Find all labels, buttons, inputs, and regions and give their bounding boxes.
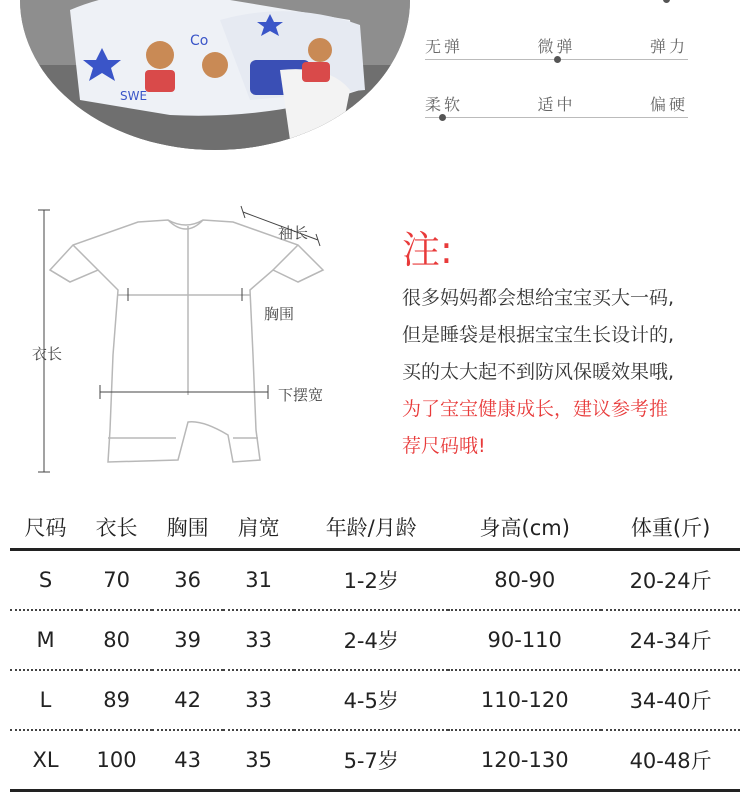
col-size: 尺码 bbox=[24, 515, 67, 540]
cell-size: M bbox=[36, 628, 55, 652]
cell-length: 89 bbox=[103, 688, 130, 712]
col-shoulder: 肩宽 bbox=[237, 515, 280, 540]
cell-size: XL bbox=[32, 748, 59, 772]
cell-shoulder: 33 bbox=[245, 628, 273, 652]
note-title: 注: bbox=[402, 228, 453, 272]
softness-scale bbox=[425, 92, 688, 122]
sizing-note bbox=[402, 228, 722, 465]
cell-shoulder: 33 bbox=[245, 688, 273, 712]
cell-chest: 36 bbox=[174, 568, 201, 592]
note-line: 很多妈妈都会想给宝宝买大一码, bbox=[402, 287, 675, 309]
sleepsack-outline bbox=[28, 200, 378, 490]
cell-weight: 20-24斤 bbox=[629, 569, 712, 593]
cell-height: 120-130 bbox=[480, 748, 569, 772]
hem-width-label: 下摆宽 bbox=[278, 386, 324, 404]
scale-label: 偏硬 bbox=[649, 95, 688, 114]
cell-height: 110-120 bbox=[480, 688, 569, 712]
elasticity-scale bbox=[425, 34, 688, 64]
scale-label: 无弹 bbox=[425, 37, 464, 56]
scale-label: 弹力 bbox=[649, 37, 688, 56]
table-row bbox=[10, 610, 740, 670]
cell-chest: 43 bbox=[174, 748, 201, 772]
cell-weight: 34-40斤 bbox=[629, 689, 712, 713]
cell-shoulder: 35 bbox=[245, 748, 273, 772]
note-line-highlight: 为了宝宝健康成长，建议参考推 bbox=[402, 398, 669, 420]
svg-text:Co: Co bbox=[190, 33, 209, 49]
scale-label: 柔软 bbox=[425, 95, 464, 114]
table-row bbox=[10, 670, 740, 730]
cell-age: 2-4岁 bbox=[343, 629, 399, 653]
col-weight: 体重(斤) bbox=[630, 515, 711, 540]
col-height: 身高(cm) bbox=[479, 515, 570, 540]
length-label: 衣长 bbox=[32, 345, 63, 363]
note-line: 买的太大起不到防风保暖效果哦, bbox=[402, 361, 675, 383]
table-row bbox=[10, 730, 740, 791]
garment-diagram bbox=[28, 200, 378, 490]
svg-text:SWE: SWE bbox=[120, 89, 148, 103]
col-age: 年龄/月龄 bbox=[325, 515, 417, 540]
cell-weight: 40-48斤 bbox=[629, 749, 712, 773]
scale-selected-dot bbox=[439, 114, 446, 121]
note-line: 但是睡袋是根据宝宝生长设计的, bbox=[402, 324, 675, 346]
scale-dot-elasticity-top bbox=[663, 0, 670, 3]
note-line-highlight: 荐尺码哦! bbox=[402, 435, 486, 457]
cell-length: 70 bbox=[103, 568, 130, 592]
cell-size: L bbox=[39, 688, 52, 712]
size-table bbox=[10, 505, 740, 792]
cell-length: 80 bbox=[103, 628, 130, 652]
col-chest: 胸围 bbox=[166, 515, 209, 540]
scale-selected-dot bbox=[554, 56, 561, 63]
table-header-row bbox=[10, 505, 740, 550]
col-length: 衣长 bbox=[95, 515, 138, 540]
cell-age: 4-5岁 bbox=[343, 689, 399, 713]
product-photo bbox=[20, 0, 410, 150]
cell-weight: 24-34斤 bbox=[629, 629, 712, 653]
cell-height: 90-110 bbox=[487, 628, 562, 652]
scale-label: 适中 bbox=[537, 95, 576, 114]
cell-age: 5-7岁 bbox=[343, 749, 399, 773]
cell-chest: 42 bbox=[174, 688, 201, 712]
scale-line bbox=[425, 117, 688, 118]
cell-size: S bbox=[38, 568, 53, 592]
table-row bbox=[10, 550, 740, 611]
sleeve-length-label: 袖长 bbox=[278, 224, 309, 242]
cell-length: 100 bbox=[96, 748, 137, 772]
cell-height: 80-90 bbox=[494, 568, 556, 592]
scale-label: 微弹 bbox=[537, 37, 576, 56]
cell-chest: 39 bbox=[174, 628, 201, 652]
cell-age: 1-2岁 bbox=[343, 569, 399, 593]
chest-label: 胸围 bbox=[264, 305, 295, 323]
cell-shoulder: 31 bbox=[245, 568, 273, 592]
